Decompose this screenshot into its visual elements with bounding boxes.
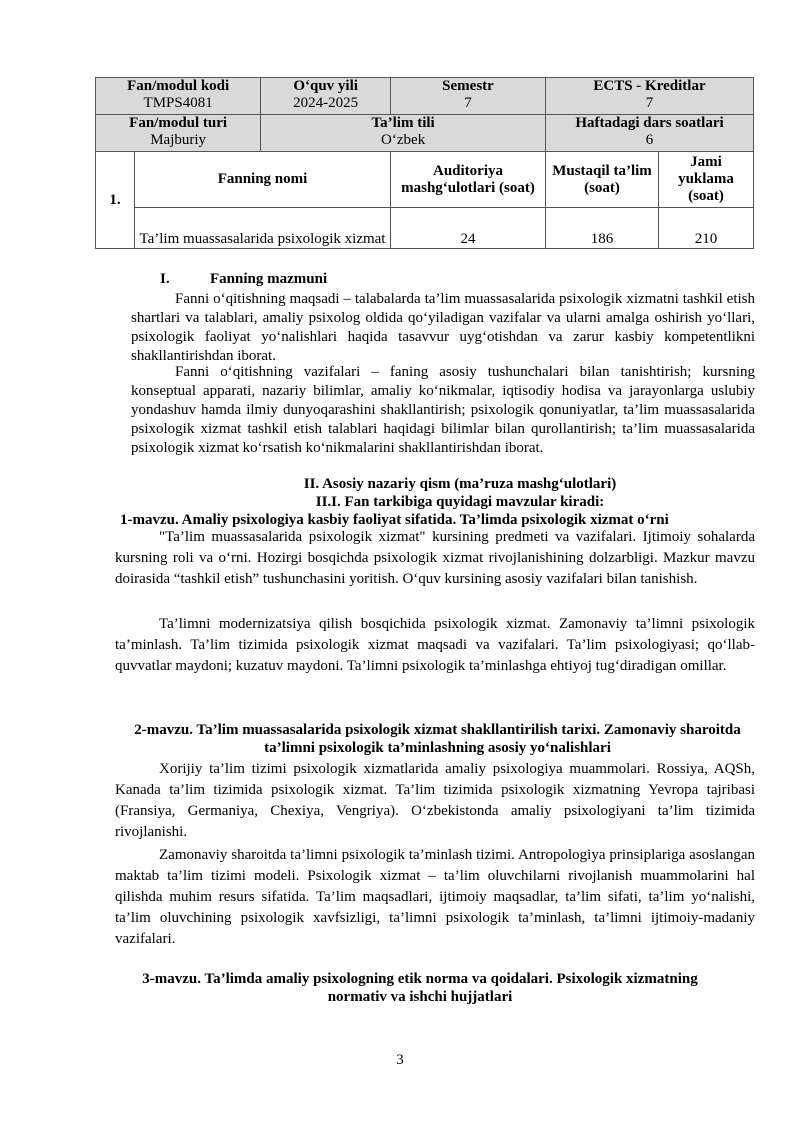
ects-value: 7	[645, 95, 654, 111]
paragraph: Zamonaviy sharoitda ta’limni psixologik ta’minlash tizimi. Antropologiya prinsiplariga asoslangan maktab ta’lim tizimi modeli. Psixologik xizmat – ta’lim oluvchilarni rivojlanish muammolarini hal qilishda muhim resurs sifatida. Ta’lim maqsadlari, ijtimoiy maqsadlar, ta’lim sifati, ta’lim yo‘nalishi, ta’lim oluvchining psixologik xavfsizligi, ta’limni psixologik ta’minlash, ta’limni ijtimoiy-madaniy vazifalari.	[115, 847, 755, 947]
section-number: I.	[160, 271, 170, 287]
section-heading	[160, 270, 327, 288]
semester-label: Semestr	[442, 78, 494, 94]
course-info-table	[95, 77, 754, 249]
independent-hours-value: 186	[546, 208, 659, 249]
paragraph: Fanni o‘qitishning maqsadi – talabalarda ta’lim muassasalarida psixologik xizmatni tashkil etish shartlari va talablari, amaliy psixolog oldida qo‘yiladigan vazifalar va ularni amalga oshirish yo‘llari, psixologik faoliyat yo‘nalishlari haqida tasavvur uyg‘otishdan va zarur kasbiy kompetentlikni shakllantirishdan iborat.	[131, 291, 755, 364]
header-total-hours: Jami yuklama (soat)	[659, 152, 754, 208]
module-type-cell	[96, 115, 261, 152]
academic-year-label: O‘quv yili	[293, 78, 358, 94]
paragraph: Ta’limni modernizatsiya qilish bosqichida psixologik xizmat. Zamonaviy ta’limni psixologik ta’minlash. Ta’lim tizimida psixologik xizmat maqsadi va vazifalari. Ta’lim psixologiyasi; qo‘llab-quvvatlar maydoni; kuzatuv maydoni. Ta’limni psixologik ta’minlashga ehtiyoj tug‘diradigan omillar.	[115, 616, 755, 674]
topic-title: 3-mavzu. Ta’limda amaliy psixologning etik norma va qoidalari. Psixologik xizmatning normativ va ishchi hujjatlari	[142, 971, 698, 1005]
header-auditorium-hours: Auditoriya mashg‘ulotlari (soat)	[391, 152, 546, 208]
paragraph: Xorijiy ta’lim tizimi psixologik xizmatlarida amaliy psixologiya muammolari. Rossiya, AQSh, Kanada ta’lim tizimida psixologik xizmat. Ta’lim tizimida psixologik xizmatning Yevropa tajribasi (Fransiya, Germaniya, Chexiya, Vengriya). O‘zbekistonda amaliy psixologiyani ta’lim tizimida rivojlanishi.	[115, 761, 755, 840]
header-subject-name: Fanning nomi	[135, 152, 391, 208]
weekly-hours-cell	[546, 115, 754, 152]
module-code-label: Fan/modul kodi	[127, 78, 230, 94]
semester-cell	[391, 78, 546, 115]
module-code-cell	[96, 78, 261, 115]
total-hours-value: 210	[659, 208, 754, 249]
language-cell	[261, 115, 546, 152]
language-label: Ta’lim tili	[371, 115, 435, 131]
paragraph: Fanni o‘qitishning vazifalari – faning asosiy tushunchalari bilan tanishtirish; kursning konseptual apparati, nazariy bilimlar, amaliy ko‘nikmalar, iqtisodiy hodisa va jarayonlarga uslubiy yondashuv hamda ilmiy dunyoqarashini shakllantirish; psixologik qonuniyatlar, ta’lim muassasalarida psixologik xizmat tashkil etish talablari haqidagi bilimlar bilan qurollantirish; ta’lim muassasalarida psixologik xizmat ko‘rsatish ko‘nikmalarini shakllantirishdan iborat.	[131, 364, 755, 456]
section-heading: II. Asosiy nazariy qism (ma’ruza mashg‘ulotlari)	[303, 476, 617, 492]
ects-cell	[546, 78, 754, 115]
header-independent-hours: Mustaqil ta’lim (soat)	[546, 152, 659, 208]
table-row	[96, 78, 754, 115]
paragraph: "Ta’lim muassasalarida psixologik xizmat" kursining predmeti va vazifalari. Ijtimoiy sohalarda kursning roli va o‘rni. Hozirgi bosqichda psixologik xizmat rivojlanishining dolzarbligi. Mazkur mavzu doirasida “tashkil etish” tushunchasini yoritish. O‘quv kursining asosiy vazifalari bilan tanishish.	[115, 529, 755, 587]
semester-value: 7	[464, 95, 472, 111]
module-code-value: TMPS4081	[143, 95, 213, 111]
topic-title: 2-mavzu. Ta’lim muassasalarida psixologik xizmat shakllantirilish tarixi. Zamonaviy sharoitda ta’limni psixologik ta’minlashning asosiy yo‘nalishlari	[134, 722, 741, 756]
weekly-hours-value: 6	[645, 132, 654, 148]
section-title: Fanning mazmuni	[210, 271, 328, 287]
table-row	[96, 115, 754, 152]
subsection-heading: II.I. Fan tarkibiga quyidagi mavzular kiradi:	[315, 494, 605, 510]
ects-label: ECTS - Kreditlar	[593, 78, 706, 94]
weekly-hours-label: Haftadagi dars soatlari	[575, 115, 724, 131]
page-number: 3	[396, 1052, 404, 1068]
academic-year-value: 2024-2025	[293, 95, 359, 111]
module-type-label: Fan/modul turi	[129, 115, 228, 131]
row-number: 1.	[96, 152, 135, 249]
auditorium-hours-value: 24	[391, 208, 546, 249]
course-name: Ta’lim muassasalarida psixologik xizmat	[135, 208, 391, 249]
academic-year-cell	[261, 78, 391, 115]
table-row	[96, 152, 754, 208]
topic-title: 1-mavzu. Amaliy psixologiya kasbiy faoliyat sifatida. Ta’limda psixologik xizmat o‘rni	[120, 512, 669, 528]
language-value: O‘zbek	[381, 132, 426, 148]
table-row	[96, 208, 754, 249]
module-type-value: Majburiy	[150, 132, 207, 148]
